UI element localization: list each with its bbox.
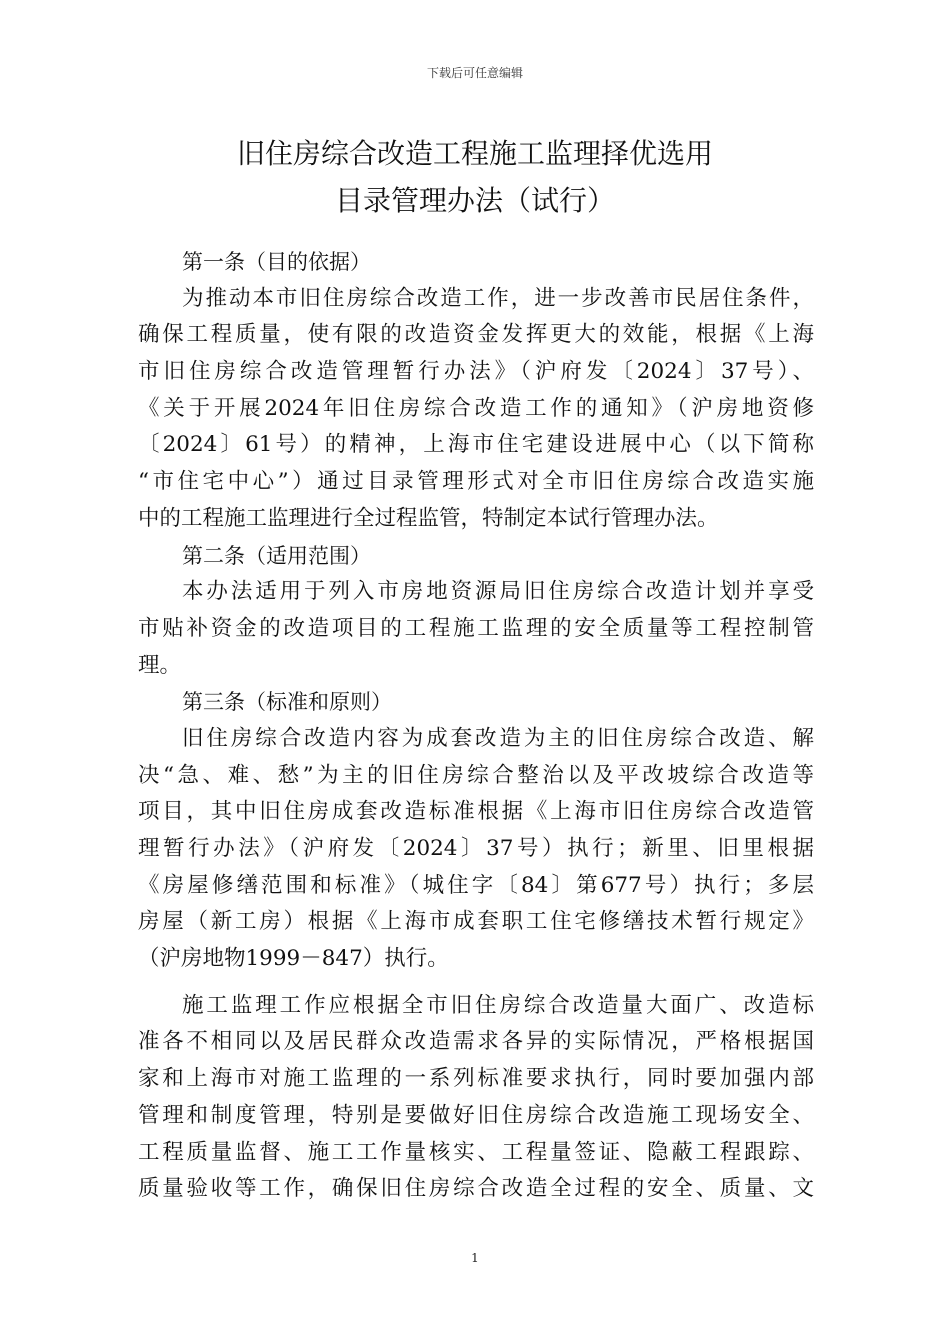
article-3-line: 准各不相同以及居民群众改造需求各异的实际情况，严格根据国 [138, 1029, 814, 1055]
article-3-line: 《房屋修缮范围和标准》（城住字〔84〕第677号）执行；多层 [138, 872, 814, 898]
document-title-line-2: 目录管理办法（试行） [334, 184, 615, 217]
article-3-line: 理暂行办法》（沪府发〔2024〕37号）执行；新里、旧里根据 [138, 836, 814, 861]
header-note: 下载后可任意编辑 [426, 66, 523, 80]
article-1-line: 〔2024〕61号）的精神，上海市住宅建设进展中心（以下简称 [138, 432, 814, 458]
article-3-line: 工程质量监督、施工工作量核实、工程量签证、隐蔽工程跟踪、 [138, 1139, 814, 1165]
article-3-line: 项目，其中旧住房成套改造标准根据《上海市旧住房综合改造管 [138, 799, 814, 825]
article-3-line: 房屋（新工房）根据《上海市成套职工住宅修缮技术暂行规定》 [138, 909, 814, 935]
article-1-heading: 第一条（目的依据） [182, 250, 371, 274]
article-1-line: “市住宅中心”）通过目录管理形式对全市旧住房综合改造实施 [138, 469, 814, 495]
document-body [138, 244, 814, 1208]
article-3-line: 决“急、难、愁”为主的旧住房综合整治以及平改坡综合改造等 [138, 762, 814, 788]
article-3-line: 施工监理工作应根据全市旧住房综合改造量大面广、改造标 [182, 992, 814, 1018]
article-3-line: 旧住房综合改造内容为成套改造为主的旧住房综合改造、解 [182, 725, 814, 751]
article-2-line: 理。 [138, 652, 182, 678]
article-1-line: 《关于开展2024年旧住房综合改造工作的通知》（沪房地资修 [138, 395, 814, 421]
article-3-line: 家和上海市对施工监理的一系列标准要求执行，同时要加强内部 [138, 1066, 814, 1092]
paragraph-gap [138, 978, 814, 988]
article-3-line: （沪房地物1999－847）执行。 [138, 946, 449, 972]
article-3-heading: 第三条（标准和原则） [182, 690, 392, 715]
article-1-line: 为推动本市旧住房综合改造工作，进一步改善市民居住条件， [182, 285, 814, 311]
article-2-line: 本办法适用于列入市房地资源局旧住房综合改造计划并享受 [182, 579, 814, 605]
article-1-line: 市旧住房综合改造管理暂行办法》（沪府发〔2024〕37号）、 [138, 359, 814, 385]
page-number: 1 [471, 1251, 479, 1265]
article-2-heading: 第二条（适用范围） [182, 543, 371, 568]
article-3-line: 质量验收等工作，确保旧住房综合改造全过程的安全、质量、文 [138, 1176, 814, 1202]
document-title-line-1: 旧住房综合改造工程施工监理择优选用 [236, 137, 713, 170]
article-2-line: 市贴补资金的改造项目的工程施工监理的安全质量等工程控制管 [138, 615, 814, 641]
article-1-line: 中的工程施工监理进行全过程监管，特制定本试行管理办法。 [138, 505, 719, 531]
article-1-line: 确保工程质量，使有限的改造资金发挥更大的效能，根据《上海 [138, 322, 814, 348]
article-3-line: 管理和制度管理，特别是要做好旧住房综合改造施工现场安全、 [138, 1102, 814, 1128]
